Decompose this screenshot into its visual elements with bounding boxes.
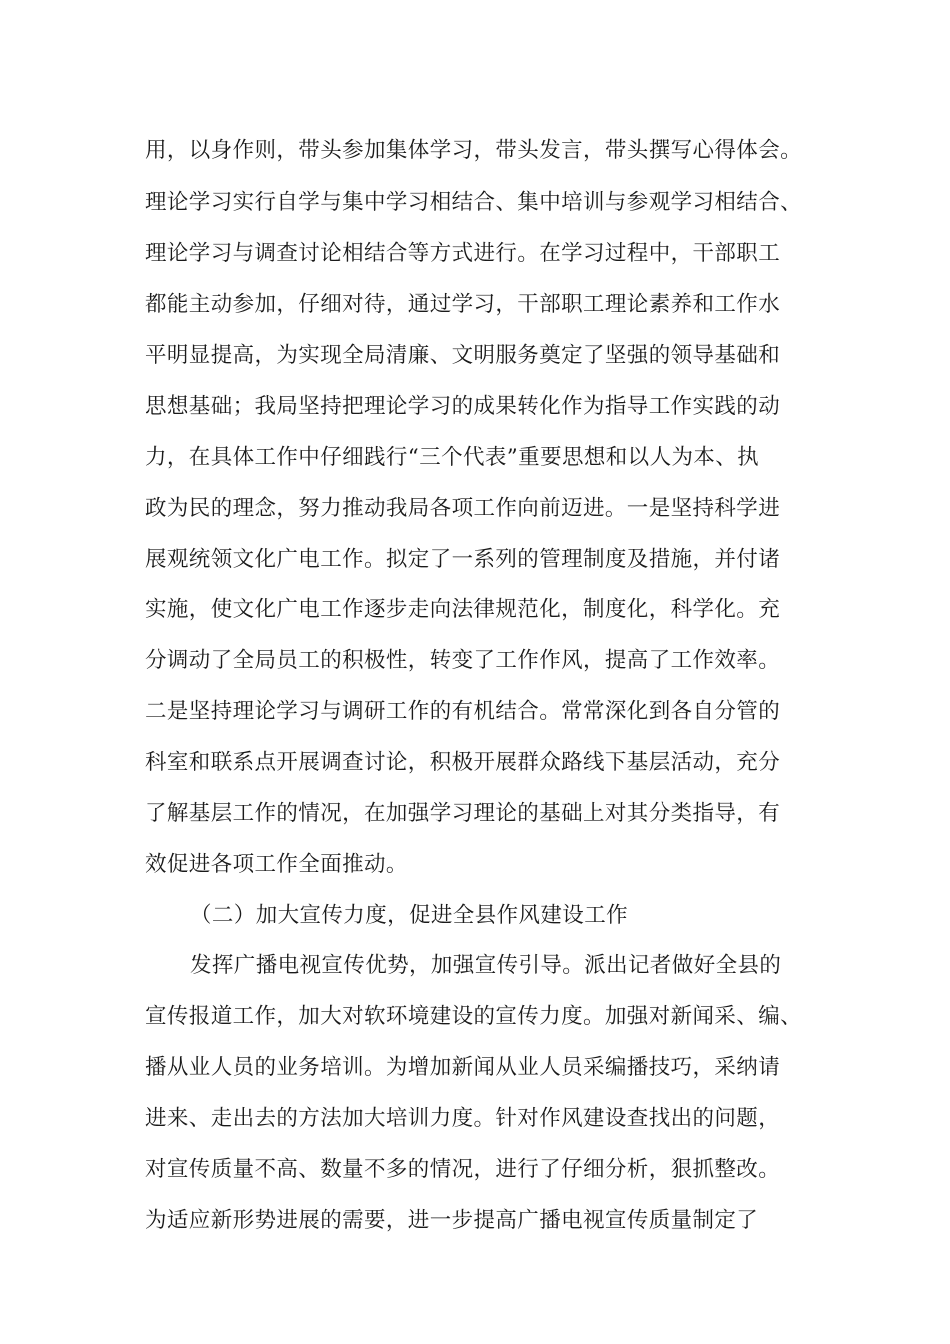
text-line: 力，在具体工作中仔细践行“三个代表”重要思想和以人为本、执 xyxy=(145,445,760,470)
text-line: 分调动了全局员工的积极性，转变了工作作风，提高了工作效率。 xyxy=(145,648,781,673)
text-line: 都能主动参加，仔细对待，通过学习，干部职工理论素养和工作水 xyxy=(145,292,781,317)
section-heading: （二）加大宣传力度，促进全县作风建设工作 xyxy=(190,903,629,928)
text-line: 实施，使文化广电工作逐步走向法律规范化，制度化，科学化。充 xyxy=(145,597,781,622)
text-line: 了解基层工作的情况，在加强学习理论的基础上对其分类指导，有 xyxy=(145,801,781,826)
text-line: 播从业人员的业务培训。为增加新闻从业人员采编播技巧，采纳请 xyxy=(145,1055,781,1080)
text-line: 为适应新形势进展的需要，进一步提高广播电视宣传质量制定了 xyxy=(145,1208,759,1233)
text-line: 思想基础；我局坚持把理论学习的成果转化作为指导工作实践的动 xyxy=(145,394,781,419)
text-line: 政为民的理念，努力推动我局各项工作向前迈进。一是坚持科学进 xyxy=(145,496,781,521)
text-line: 效促进各项工作全面推动。 xyxy=(145,852,408,877)
text-line: 宣传报道工作，加大对软环境建设的宣传力度。加强对新闻采、编、 xyxy=(145,1004,803,1029)
text-line: 展观统领文化广电工作。拟定了一系列的管理制度及措施，并付诸 xyxy=(145,547,781,572)
text-line: 科室和联系点开展调查讨论，积极开展群众路线下基层活动，充分 xyxy=(145,750,781,775)
paragraph-first-line: 发挥广播电视宣传优势，加强宣传引导。派出记者做好全县的 xyxy=(190,953,782,978)
text-line: 对宣传质量不高、数量不多的情况，进行了仔细分析，狠抓整改。 xyxy=(145,1157,781,1182)
text-line: 用，以身作则，带头参加集体学习，带头发言，带头撰写心得体会。 xyxy=(145,138,803,163)
text-line: 二是坚持理论学习与调研工作的有机结合。常常深化到各自分管的 xyxy=(145,699,781,724)
text-line: 理论学习实行自学与集中学习相结合、集中培训与参观学习相结合、 xyxy=(145,190,803,215)
text-line: 理论学习与调查讨论相结合等方式进行。在学习过程中，干部职工 xyxy=(145,241,781,266)
text-line: 平明显提高，为实现全局清廉、文明服务奠定了坚强的领导基础和 xyxy=(145,343,781,368)
text-line: 进来、走出去的方法加大培训力度。针对作风建设查找出的问题， xyxy=(145,1106,781,1131)
